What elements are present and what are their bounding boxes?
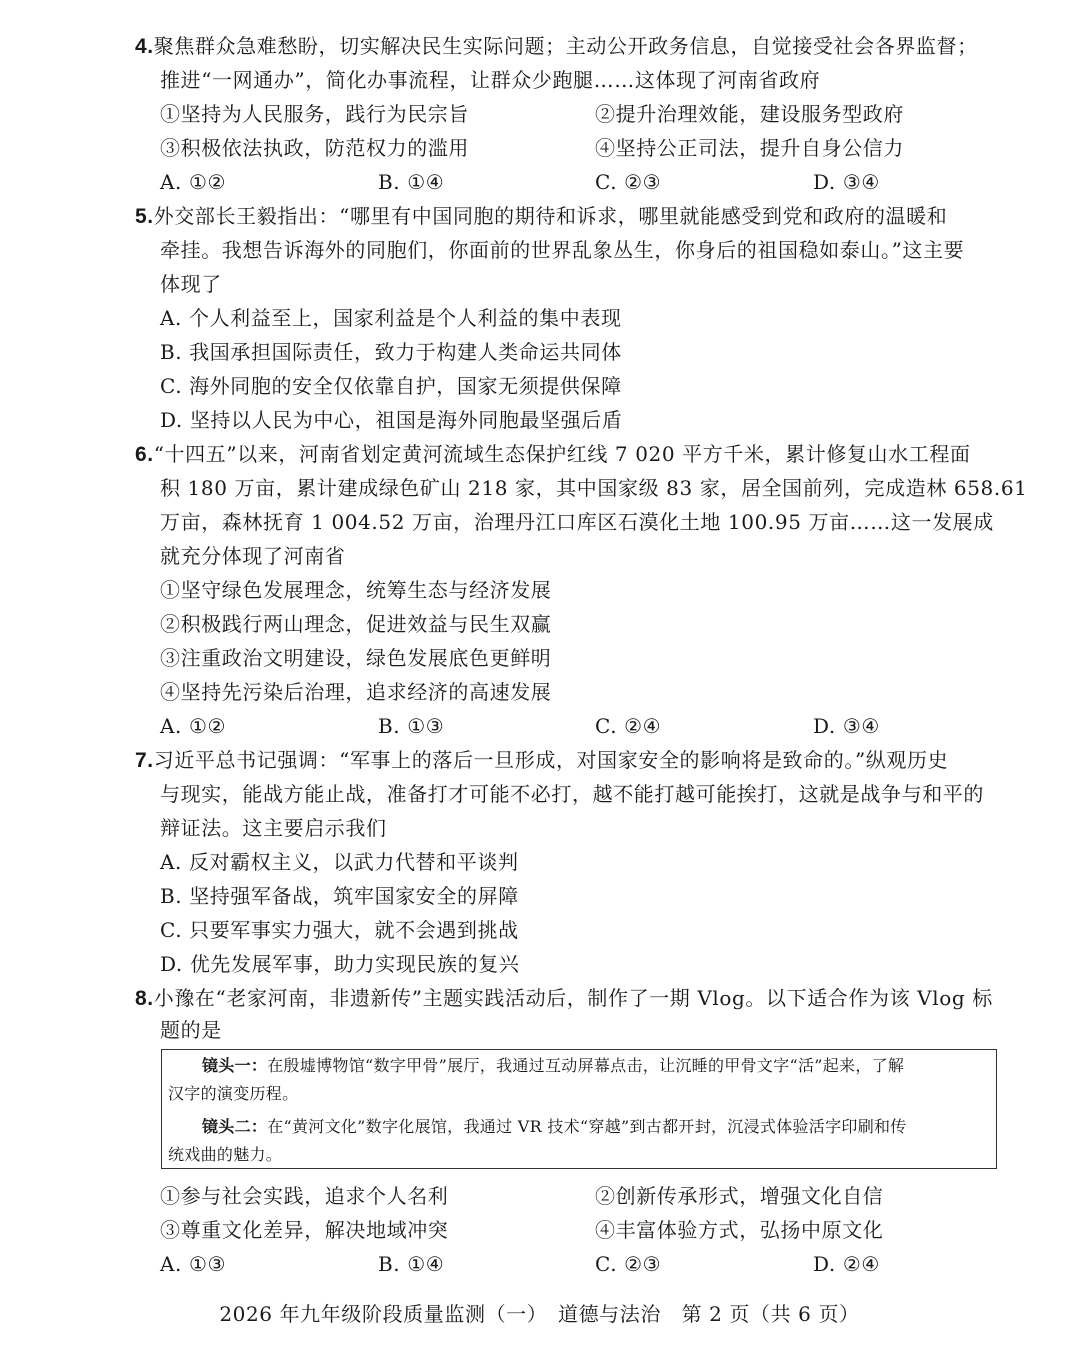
q8-choice-c: C. ②③ (595, 1252, 662, 1276)
page-footer: 2026 年九年级阶段质量监测（一） 道德与法治 第 2 页（共 6 页） (219, 1302, 860, 1326)
q8-choice-a: A. ①③ (160, 1252, 227, 1276)
q7-choice-d: D. 优先发展军事，助力实现民族的复兴 (160, 952, 520, 976)
q8-statement-4: ④丰富体验方式，弘扬中原文化 (595, 1218, 884, 1242)
q6-choice-b: B. ①③ (378, 714, 445, 738)
shot-2-label: 镜头二： (202, 1117, 268, 1136)
question-7-line-3: 辩证法。这主要启示我们 (160, 816, 387, 840)
question-6-line-1: 6.“十四五”以来，河南省划定黄河流域生态保护红线 7 020 平方千米，累计修复山水工程面 (135, 442, 971, 466)
shot-2-line-1: 镜头二：在“黄河文化”数字化展馆，我通过 VR 技术“穿越”到古都开封，沉浸式体验活字印刷和传 (202, 1117, 907, 1136)
question-7-line-1: 7.习近平总书记强调：“军事上的落后一旦形成，对国家安全的影响将是致命的。”纵观历史 (135, 748, 949, 772)
question-5-line-1: 5.外交部长王毅指出：“哪里有中国同胞的期待和诉求，哪里就能感受到党和政府的温暖和 (135, 204, 948, 228)
question-4-line-2: 推进“一网通办”，简化办事流程，让群众少跑腿……这体现了河南省政府 (160, 68, 821, 92)
q8-choice-d: D. ②④ (813, 1252, 880, 1276)
q7-choice-b: B. 坚持强军备战，筑牢国家安全的屏障 (160, 884, 519, 908)
q4-choice-a: A. ①② (160, 170, 227, 194)
question-7-number: 7. (135, 749, 154, 772)
question-5-line-2: 牵挂。我想告诉海外的同胞们，你面前的世界乱象丛生，你身后的祖国稳如泰山。”这主要 (160, 238, 965, 262)
q5-choice-b: B. 我国承担国际责任，致力于构建人类命运共同体 (160, 340, 622, 364)
q4-statement-4: ④坚持公正司法，提升自身公信力 (595, 136, 904, 160)
shot-2-line-2: 统戏曲的魅力。 (168, 1145, 283, 1164)
q8-statement-1: ①参与社会实践，追求个人名利 (160, 1184, 449, 1208)
q5-choice-a: A. 个人利益至上，国家利益是个人利益的集中表现 (160, 306, 622, 330)
question-7-line-2: 与现实，能战方能止战，准备打才可能不必打，越不能打越可能挨打，这就是战争与和平的 (160, 782, 984, 806)
q5-choice-c: C. 海外同胞的安全仅依靠自护，国家无须提供保障 (160, 374, 622, 398)
question-8-line-1: 8.小豫在“老家河南，非遗新传”主题实践活动后，制作了一期 Vlog。以下适合作为该 Vlog 标 (135, 986, 993, 1010)
question-8-number: 8. (135, 987, 154, 1010)
vlog-material-box (161, 1049, 997, 1169)
q4-statement-2: ②提升治理效能，建设服务型政府 (595, 102, 904, 126)
q8-statement-2: ②创新传承形式，增强文化自信 (595, 1184, 884, 1208)
q8-statement-3: ③尊重文化差异，解决地域冲突 (160, 1218, 449, 1242)
q4-choice-c: C. ②③ (595, 170, 662, 194)
q7-choice-a: A. 反对霸权主义，以武力代替和平谈判 (160, 850, 519, 874)
q6-choice-a: A. ①② (160, 714, 227, 738)
question-4-line-1: 4.聚焦群众急难愁盼，切实解决民生实际问题；主动公开政务信息，自觉接受社会各界监督； (135, 34, 978, 58)
q4-choice-b: B. ①④ (378, 170, 445, 194)
q4-statement-1: ①坚持为人民服务，践行为民宗旨 (160, 102, 469, 126)
q7-choice-c: C. 只要军事实力强大，就不会遇到挑战 (160, 918, 519, 942)
q6-statement-2: ②积极践行两山理念，促进效益与民生双赢 (160, 612, 552, 636)
q6-statement-3: ③注重政治文明建设，绿色发展底色更鲜明 (160, 646, 552, 670)
q4-statement-3: ③积极依法执政，防范权力的滥用 (160, 136, 469, 160)
q6-choice-c: C. ②④ (595, 714, 662, 738)
q6-statement-1: ①坚守绿色发展理念，统筹生态与经济发展 (160, 578, 552, 602)
question-8-line-2: 题的是 (160, 1018, 222, 1042)
shot-1-line-2: 汉字的演变历程。 (168, 1084, 299, 1103)
shot-1-label: 镜头一： (202, 1056, 268, 1075)
question-6-number: 6. (135, 443, 154, 466)
q6-statement-4: ④坚持先污染后治理，追求经济的高速发展 (160, 680, 552, 704)
question-4-number: 4. (135, 35, 154, 58)
question-6-line-3: 万亩，森林抚育 1 004.52 万亩，治理丹江口库区石漠化土地 100.95 万亩……这一发展成 (160, 510, 994, 534)
question-6-line-2: 积 180 万亩，累计建成绿色矿山 218 家，其中国家级 83 家，居全国前列，完成造林 658.61 (160, 476, 1028, 500)
question-5-line-3: 体现了 (160, 272, 222, 296)
q4-choice-d: D. ③④ (813, 170, 880, 194)
q8-choice-b: B. ①④ (378, 1252, 445, 1276)
q5-choice-d: D. 坚持以人民为中心，祖国是海外同胞最坚强后盾 (160, 408, 623, 432)
question-5-number: 5. (135, 205, 154, 228)
q6-choice-d: D. ③④ (813, 714, 880, 738)
question-6-line-4: 就充分体现了河南省 (160, 544, 346, 568)
shot-1-line-1: 镜头一：在殷墟博物馆“数字甲骨”展厅，我通过互动屏幕点击，让沉睡的甲骨文字“活”起来，了解 (202, 1056, 905, 1075)
